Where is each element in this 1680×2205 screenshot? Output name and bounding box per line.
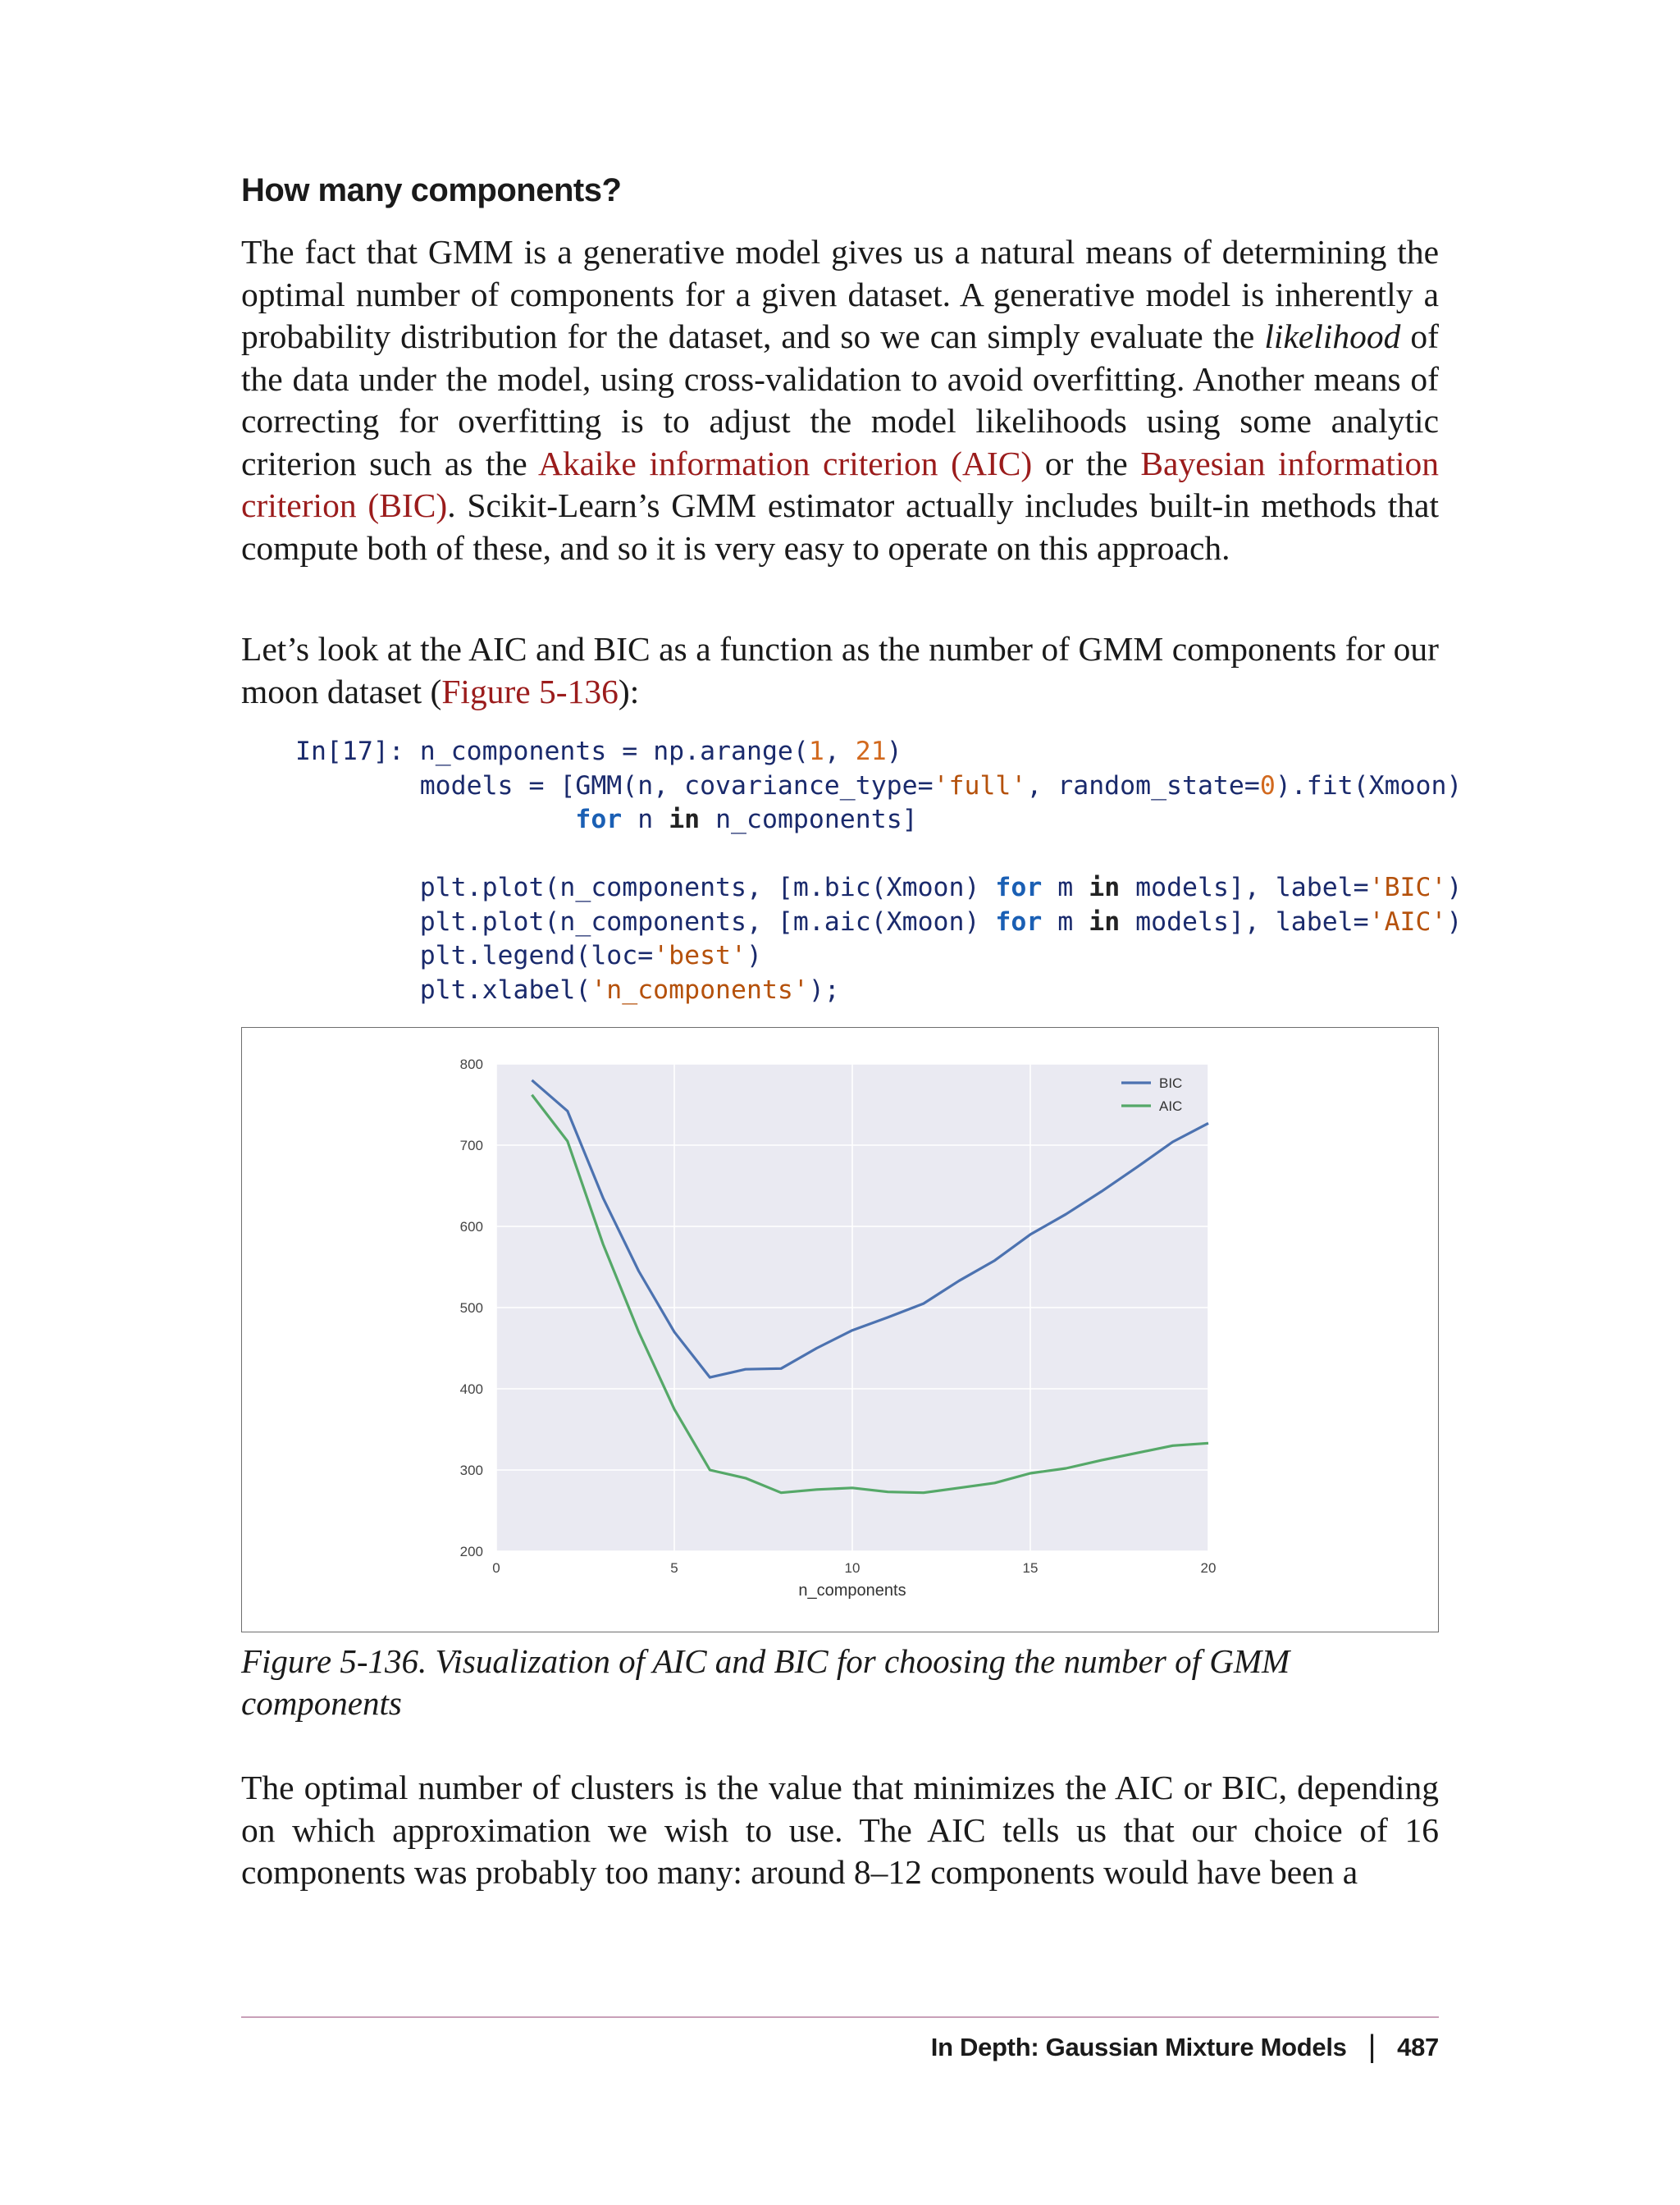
legend-label-bic: BIC <box>1159 1075 1183 1091</box>
y-tick-label: 700 <box>459 1138 483 1153</box>
x-tick-label: 20 <box>1200 1560 1217 1576</box>
y-tick-label: 300 <box>459 1463 483 1478</box>
running-title: In Depth: Gaussian Mixture Models <box>930 2032 1347 2061</box>
text-run: . Scikit-Learn’s GMM estimator actually includes built-in methods that compute both of these, and so it is very easy to operate on this approach. <box>241 486 1440 567</box>
text-run: Let’s look at the AIC and BIC as a function as the number of GMM components for our moon dataset ( <box>241 630 1439 710</box>
x-axis-label: n_components <box>798 1582 906 1600</box>
emphasis-likelihood: likelihood <box>1264 317 1401 355</box>
page-number: 487 <box>1397 2032 1439 2061</box>
link-aic[interactable]: Akaike information criterion (AIC) <box>538 444 1033 482</box>
figure-5-136 <box>241 1027 1439 1632</box>
y-tick-label: 800 <box>459 1057 483 1072</box>
code-prompt: In[17]: <box>295 737 404 766</box>
text-run: ): <box>618 672 640 710</box>
link-figure-5-136[interactable]: Figure 5-136 <box>441 672 619 710</box>
paragraph-optimal-clusters: The optimal number of clusters is the value that minimizes the AIC or BIC, depending on which approximation we wish to use. The AIC tells us that our choice of 16 components was probably too many: around 8–12 components would have been a <box>241 1769 1439 1891</box>
footer-rule <box>241 2016 1439 2018</box>
page-footer <box>931 2029 1439 2065</box>
x-tick-label: 0 <box>492 1560 500 1576</box>
x-tick-label: 5 <box>670 1560 678 1576</box>
legend-label-aic: AIC <box>1159 1098 1183 1114</box>
y-tick-label: 400 <box>459 1381 483 1397</box>
link-bic[interactable]: Bayesian information criterion (BIC) <box>241 444 1439 524</box>
y-tick-label: 500 <box>459 1300 483 1316</box>
text-run: of the data under the model, using cross-validation to avoid overfitting. Another means of correcting for overfitting is to adjust the model likelihoods using some analytic criterion such as the <box>241 317 1439 482</box>
aic-bic-chart <box>242 1028 1438 1632</box>
text-run: or the <box>1032 444 1141 482</box>
code-lines: n_components = np.arange(1, 21) models = [GMM(n, covariance_type='full', random_state=0).fit(Xmoon) for n in n_components] plt.plot(n_components, [m.bic(Xmoon) for m in models], label='BIC') plt.plot(n_components, [m.aic(Xmoon) for m in models], label='AIC') plt.legend(loc='best') plt.xlabel('n_components'); <box>419 737 1463 1005</box>
text-run: The fact that GMM is a generative model gives us a natural means of determining the optimal number of components for a given dataset. A generative model is inherently a probability distribution for the dataset, and so we can simply evaluate the <box>241 233 1439 355</box>
paragraph-aic-bic <box>241 628 1439 713</box>
section-heading: How many components? <box>241 172 622 208</box>
y-tick-label: 200 <box>459 1544 483 1559</box>
figure-caption <box>241 1641 1340 1724</box>
caption-label: Figure 5-136. <box>241 1642 436 1680</box>
x-tick-label: 15 <box>1022 1560 1039 1576</box>
x-tick-label: 10 <box>844 1560 861 1576</box>
footer-separator: | <box>1367 2029 1376 2064</box>
y-tick-label: 600 <box>459 1219 483 1235</box>
paragraph-intro <box>241 231 1439 569</box>
caption-text: Visualization of AIC and BIC for choosing the number of GMM components <box>241 1642 1290 1722</box>
code-block <box>295 735 1462 1007</box>
